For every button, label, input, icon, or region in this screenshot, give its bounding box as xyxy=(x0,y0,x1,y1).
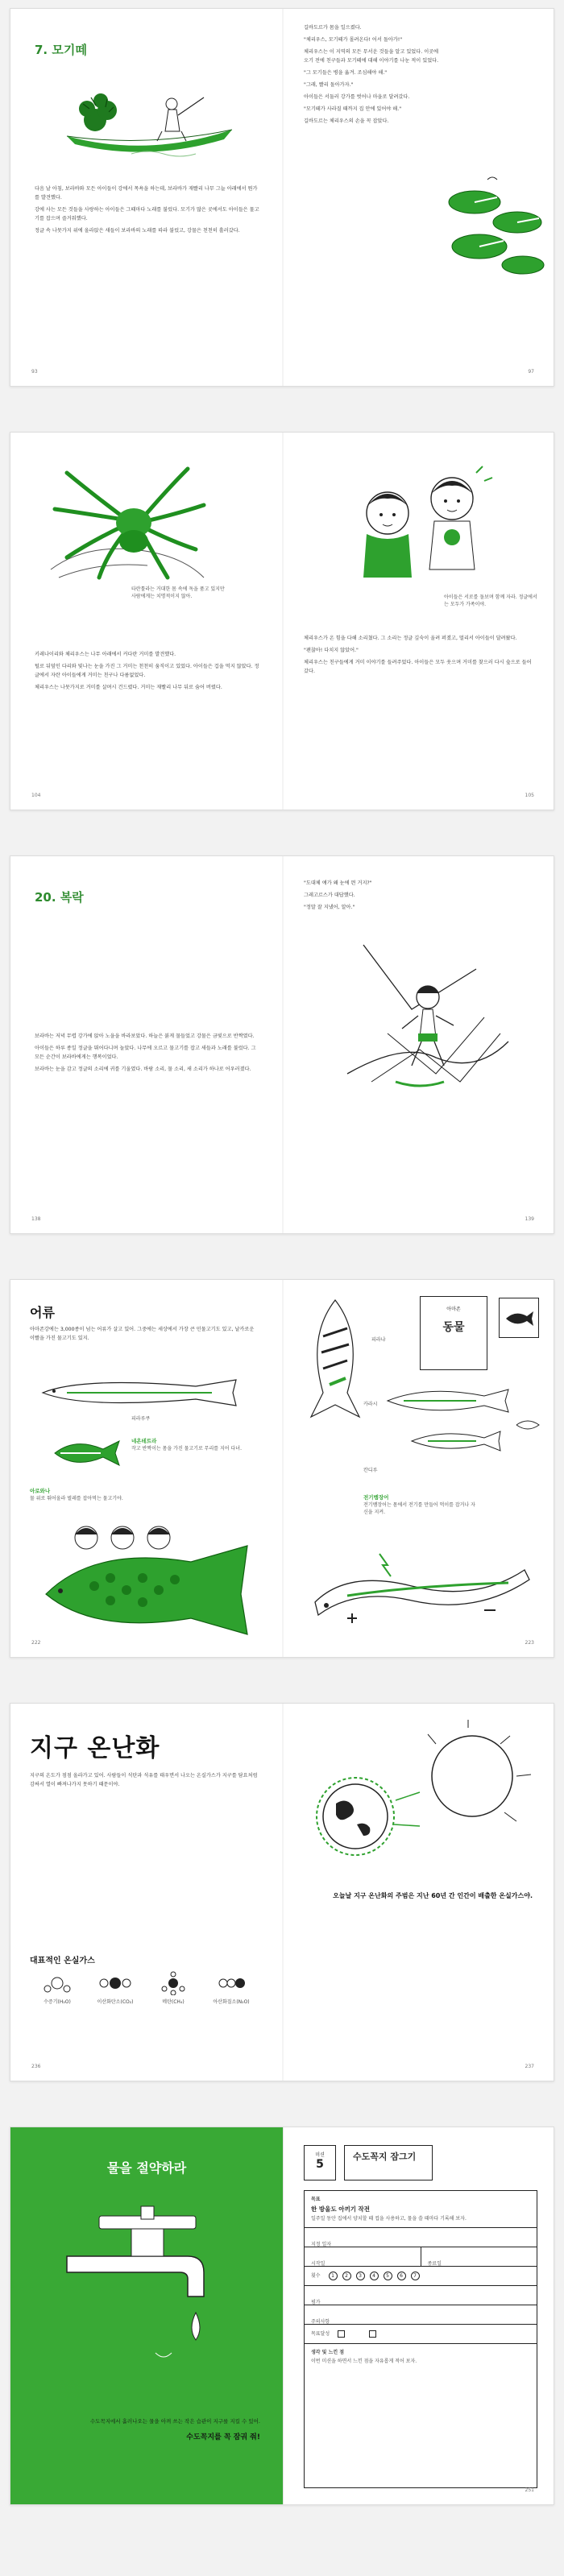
mission-badge: 미션 5 xyxy=(304,2145,336,2180)
form-row-count[interactable]: 횟수 1 2 3 4 5 6 7 xyxy=(305,2267,537,2286)
form-row[interactable]: 지정 일자 xyxy=(305,2228,537,2247)
big-fish-illustration xyxy=(30,1514,263,1642)
body-text-left: 보라바는 저녁 무렵 강가에 앉아 노을을 바라보았다. 하늘은 붉게 물들었고 강물은 금빛으로 반짝였다. 아이들은 하루 종일 정글을 뛰어다니며 놀았다. 나무에 오르고 물고기를 잡고 새들과 노래를 불렀다. 그 모든 순간이 보라바에게는 행복이었다. 보라바는 눈을 감고 정글의 소리에 귀를 기울였다. 바람 소리, 물 소리, 새 소리가 하나로 어우러졌다. xyxy=(35,1033,256,1072)
label-candiru: 칸디루 xyxy=(363,1468,378,1473)
form-row[interactable]: 목표달성 xyxy=(305,2325,537,2344)
page-138 xyxy=(10,856,283,1233)
molecule-icon xyxy=(41,1971,73,1995)
book-spread-4 xyxy=(10,1279,554,1658)
count-circle[interactable]: 6 xyxy=(397,2272,406,2280)
small-fish-group-illustration xyxy=(379,1369,549,1473)
body-text-left: 다음 날 아침, 보라바와 모든 아이들이 강에서 목욕을 하는데, 보라바가 재빨리 나무 그늘 아래에서 뭔가를 발견했다. 강에 사는 모든 것들을 사랑하는 아이들은 그때마다 노래를 불렀다. 모기가 많은 곳에서도 아이들은 물고기를 잡으며 즐거워했다. 정글 속 나뭇가지 위에 올라앉은 새들이 보라바의 노래를 따라 불렀고, 강물은 천천히 흘러갔다. xyxy=(35,186,259,234)
page-104 xyxy=(10,433,283,810)
children-illustration xyxy=(331,457,516,586)
water-bottom-text: 수도꼭지에서 흘러나오는 물을 아껴 쓰는 작은 습관이 지구를 지킬 수 있어. 수도꼭지를 꼭 잠궈 줘! xyxy=(89,2418,260,2441)
book-spread-6 xyxy=(10,2127,554,2505)
sun-earth-illustration xyxy=(307,1720,541,1881)
mission-page xyxy=(283,2127,554,2504)
page-number: 93 xyxy=(31,369,38,375)
mission-title: 수도꼭지 잠그기 xyxy=(344,2145,433,2180)
fish-icon-box xyxy=(499,1298,539,1338)
electric-eel-illustration xyxy=(299,1538,541,1642)
count-circle[interactable]: 1 xyxy=(329,2272,338,2280)
page-105 xyxy=(283,433,554,810)
body-text-right: 체리우스가 온 힘을 다해 소리쳤다. 그 소리는 정글 깊숙이 울려 퍼졌고, 멀리서 아이들이 달려왔다. "괜찮아! 다치지 않았어." 체리우스는 친구들에게 거미 이야기를 들려주었다. 아이들은 모두 웃으며 거미를 찾으러 다시 숲으로 들어갔다. xyxy=(304,636,532,674)
section-title: 어류 xyxy=(30,1305,55,1320)
form-row[interactable]: 주의사항 xyxy=(305,2305,537,2325)
page-222 xyxy=(10,1280,283,1657)
form-row[interactable]: 시작일 종료일 xyxy=(305,2247,537,2267)
page-97 xyxy=(283,9,554,386)
label-piranha: 피라냐 xyxy=(371,1337,386,1343)
page-number: 223 xyxy=(525,1640,534,1646)
page-number: 105 xyxy=(525,793,534,798)
book-spread-1 xyxy=(10,8,554,387)
chapter-title: 20. 복락 xyxy=(35,890,84,905)
label-karashi: 카라시 xyxy=(363,1402,378,1407)
mission-form: 목표 한 방울도 아끼기 작전 일주일 동안 집에서 양치할 때 컵을 사용하고, 물을 쓸 때마다 기록해 보자. 지정 일자 시작일 종료일 횟수 1 2 3 4 5 6 7 평가 주의사항 목표달성 생각 및 느낀 점 이번 미션을 하면서 느낀 점을 자유롭게 적어 보자. xyxy=(304,2190,537,2488)
page-237 xyxy=(283,1704,554,2081)
molecule-icon xyxy=(215,1971,247,1995)
gas-item: 수증기(H₂O) xyxy=(30,1971,85,2006)
boy-on-branch-illustration xyxy=(315,921,525,1106)
tarantula-illustration xyxy=(35,449,212,594)
checkbox[interactable] xyxy=(338,2330,345,2338)
tarantula-caption: 타란툴라는 거대한 몸 속에 독을 품고 있지만 사람에게는 치명적이지 않아. xyxy=(131,586,225,599)
water-title: 물을 절약하라 xyxy=(106,2160,187,2176)
count-circle[interactable]: 7 xyxy=(411,2272,420,2280)
children-caption: 아이들은 서로를 돌보며 함께 자라. 정글에서는 모두가 가족이야. xyxy=(444,594,537,607)
callout-text: 오늘날 지구 온난화의 주범은 지난 60년 간 인간이 배출한 온실가스야. xyxy=(333,1892,533,1899)
page-223 xyxy=(283,1280,554,1657)
amazon-animal-sign: 아마존 동물 xyxy=(420,1296,487,1370)
count-circle[interactable]: 5 xyxy=(384,2272,392,2280)
fish1-label: 피라루쿠 xyxy=(131,1416,151,1422)
arowana-fish-illustration xyxy=(35,1369,260,1417)
page-number: 236 xyxy=(31,2064,41,2069)
intro-text: 아마존강에는 3,000종이 넘는 어류가 살고 있어. 그중에는 세상에서 가장 큰 민물고기도 있고, 날카로운 이빨을 가진 물고기도 있지. xyxy=(30,1327,255,1341)
gas-item: 메탄(CH₄) xyxy=(146,1971,201,2006)
book-spread-5 xyxy=(10,1703,554,2081)
page-number: 139 xyxy=(525,1216,534,1222)
page-number: 104 xyxy=(31,793,41,798)
piranha-illustration xyxy=(299,1296,371,1425)
faucet-illustration xyxy=(51,2192,244,2377)
fish2-caption: 네온테트라 작고 반짝이는 몸을 가진 물고기로 무리를 지어 다녀. xyxy=(131,1438,242,1452)
lily-pads-illustration xyxy=(441,170,549,283)
page-number: 97 xyxy=(528,369,534,375)
neon-tetra-illustration xyxy=(51,1433,123,1473)
count-circle[interactable]: 3 xyxy=(356,2272,365,2280)
count-circle[interactable]: 2 xyxy=(342,2272,351,2280)
page-236 xyxy=(10,1704,283,2081)
page-number: 138 xyxy=(31,1216,41,1222)
body-text-right: "도대체 얘가 왜 눈에 띈 거지?" 그레고르스가 대답했다. "정말 잘 지냈어, 알아." xyxy=(304,880,372,910)
page-number: 237 xyxy=(525,2064,534,2069)
water-saving-page xyxy=(10,2127,283,2504)
body-text-right: 길바도르가 몸을 일으켰다. "체리우스, 모기떼가 몰려온다! 어서 돌아가!" 체리우스는 이 지역의 모든 무서운 것들을 알고 있었다. 이곳에 오기 전에 친구들과 모기떼에 대해 이야기를 나눈 적이 있었다. "그 모기들은 병을 옮겨. 조심해야 해." "그래, 빨리 돌아가자." 아이들은 서둘러 강가를 벗어나 마을로 달려갔다. "모기떼가 사라질 때까지 집 안에 있어야 해." 길바도르는 체리우스의 손을 꼭 잡았다. xyxy=(304,25,439,124)
checkbox[interactable] xyxy=(369,2330,376,2338)
gas-row xyxy=(30,1971,263,2036)
book-spread-2 xyxy=(10,432,554,810)
gas-item: 이산화탄소(CO₂) xyxy=(88,1971,143,2006)
chapter-title: 7. 모기떼 xyxy=(35,43,87,57)
body-text-left: 키레나이리와 체리우스는 나무 아래에서 커다란 거미를 발견했다. 털로 뒤덮인 다리와 빛나는 눈을 가진 그 거미는 천천히 움직이고 있었다. 아이들은 겁을 먹지 않았다. 정글에서 자란 아이들에게 거미는 친구나 다름없었다. 체리우스는 나뭇가지로 거미를 살며시 건드렸다. 거미는 재빨리 나무 뒤로 숨어 버렸다. xyxy=(35,652,259,690)
page-139 xyxy=(283,856,554,1233)
page-number: 251 xyxy=(525,2487,534,2493)
page-number: 222 xyxy=(31,1640,41,1646)
section-title: 지구 온난화 xyxy=(30,1734,160,1762)
canoe-illustration xyxy=(51,73,244,170)
eel-caption: 전기뱀장어 전기뱀장어는 몸에서 전기를 만들어 먹이를 잡거나 자신을 지켜. xyxy=(363,1494,475,1515)
intro-text: 지구의 온도가 점점 올라가고 있어. 사람들이 석탄과 석유를 태우면서 나오는 온실가스가 지구를 담요처럼 감싸서 열이 빠져나가지 못하기 때문이야. xyxy=(30,1773,258,1787)
count-circle[interactable]: 4 xyxy=(370,2272,379,2280)
molecule-icon xyxy=(157,1971,189,1995)
molecule-icon xyxy=(99,1971,131,1995)
fish-icon xyxy=(504,1310,535,1327)
fish3-caption: 아로와나 물 위로 뛰어올라 벌레를 잡아먹는 물고기야. xyxy=(30,1488,123,1501)
gas-item: 아산화질소(N₂O) xyxy=(204,1971,259,2006)
book-spread-3 xyxy=(10,855,554,1234)
form-row[interactable]: 평가 xyxy=(305,2286,537,2305)
page-93 xyxy=(10,9,283,386)
gas-subtitle: 대표적인 온실가스 xyxy=(30,1957,95,1965)
